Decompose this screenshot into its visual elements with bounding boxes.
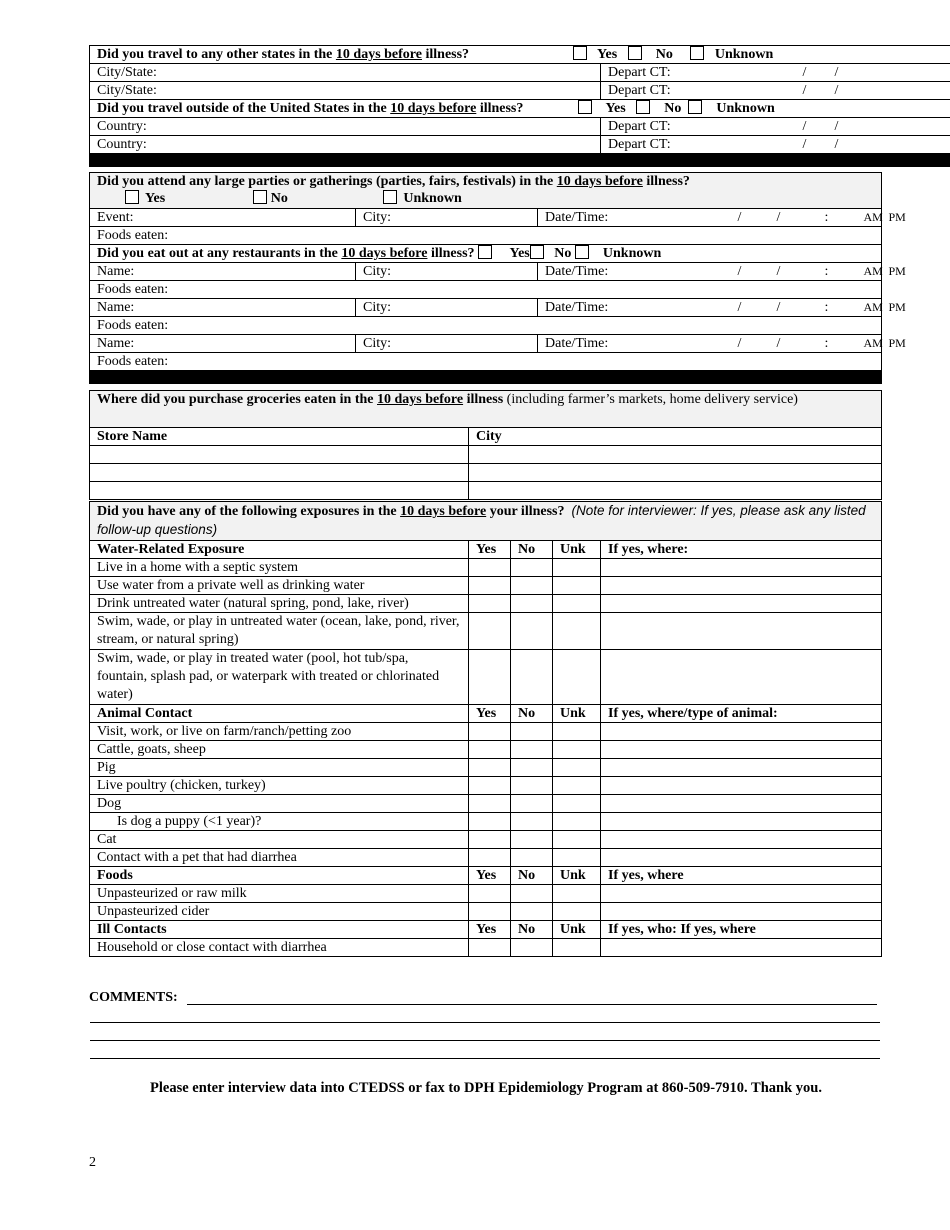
unk-cell[interactable] — [553, 559, 601, 577]
exposure-label: Is dog a puppy (<1 year)? — [90, 813, 469, 831]
unk-cell[interactable] — [553, 795, 601, 813]
city-field[interactable]: City: — [356, 299, 538, 317]
no-cell[interactable] — [511, 849, 553, 867]
unk-cell[interactable] — [553, 813, 601, 831]
travel-abroad-yes-checkbox[interactable] — [578, 100, 592, 114]
unk-cell[interactable] — [553, 903, 601, 921]
gatherings-question: Did you attend any large parties or gatherings (parties, fairs, festivals) in the 10 days before illness? Yes No Unknown — [90, 173, 882, 209]
unk-cell[interactable] — [553, 741, 601, 759]
exposure-label: Use water from a private well as drinking water — [90, 577, 469, 595]
store-city-cell[interactable] — [469, 464, 882, 482]
yes-cell[interactable] — [469, 595, 511, 613]
groceries-question: Where did you purchase groceries eaten in the 10 days before illness (including farmer’s markets, home delivery service) — [90, 391, 882, 428]
yes-cell[interactable] — [469, 813, 511, 831]
unk-cell[interactable] — [553, 650, 601, 705]
travel-abroad-unknown-checkbox[interactable] — [688, 100, 702, 114]
gatherings-table — [89, 172, 906, 384]
no-header: No — [511, 705, 553, 723]
no-cell[interactable] — [511, 559, 553, 577]
unk-cell[interactable] — [553, 723, 601, 741]
table-row — [90, 613, 882, 650]
section-divider — [90, 371, 882, 384]
section-divider — [90, 154, 950, 167]
no-cell[interactable] — [511, 939, 553, 957]
restaurants-unknown-checkbox[interactable] — [575, 245, 589, 259]
depart-ct-field[interactable]: Depart CT: / / — [601, 118, 950, 136]
where-header: If yes, where — [601, 867, 882, 885]
where-cell[interactable] — [601, 813, 882, 831]
yes-cell[interactable] — [469, 559, 511, 577]
store-name-cell[interactable] — [90, 464, 469, 482]
where-cell[interactable] — [601, 741, 882, 759]
gatherings-no-checkbox[interactable] — [253, 190, 267, 204]
no-header: No — [511, 541, 553, 559]
no-cell[interactable] — [511, 885, 553, 903]
exposure-label: Live in a home with a septic system — [90, 559, 469, 577]
yes-header: Yes — [469, 705, 511, 723]
yes-cell[interactable] — [469, 759, 511, 777]
depart-ct-field[interactable]: Depart CT: / / — [601, 64, 950, 82]
table-row — [90, 759, 882, 777]
table-row — [90, 741, 882, 759]
no-cell[interactable] — [511, 650, 553, 705]
no-cell[interactable] — [511, 613, 553, 650]
city-field[interactable]: City: — [356, 209, 538, 227]
unk-cell[interactable] — [553, 777, 601, 795]
table-row — [90, 595, 882, 613]
unk-cell[interactable] — [553, 613, 601, 650]
exposure-label: Pig — [90, 759, 469, 777]
datetime-field[interactable]: Date/Time: / / : AM PM — [538, 335, 882, 353]
table-row — [90, 795, 882, 813]
no-cell[interactable] — [511, 795, 553, 813]
city-state-field[interactable]: City/State: — [90, 64, 601, 82]
no-cell[interactable] — [511, 759, 553, 777]
depart-ct-field[interactable]: Depart CT: / / — [601, 136, 950, 154]
table-row — [90, 885, 882, 903]
where-cell[interactable] — [601, 849, 882, 867]
restaurant-name-field[interactable]: Name: — [90, 299, 356, 317]
city-field[interactable]: City: — [356, 335, 538, 353]
datetime-field[interactable]: Date/Time: / / : AM PM — [538, 209, 882, 227]
comments-line[interactable] — [187, 1004, 877, 1005]
yes-cell[interactable] — [469, 831, 511, 849]
travel-abroad-no-checkbox[interactable] — [636, 100, 650, 114]
yes-cell[interactable] — [469, 777, 511, 795]
table-row — [90, 939, 882, 957]
no-cell[interactable] — [511, 777, 553, 795]
yes-header: Yes — [469, 867, 511, 885]
no-cell[interactable] — [511, 903, 553, 921]
exposure-label: Visit, work, or live on farm/ranch/petting zoo — [90, 723, 469, 741]
foods-eaten-field[interactable]: Foods eaten: — [90, 281, 882, 299]
comments-label: COMMENTS: — [89, 990, 178, 1005]
no-cell[interactable] — [511, 723, 553, 741]
unk-cell[interactable] — [553, 577, 601, 595]
where-cell[interactable] — [601, 559, 882, 577]
yes-cell[interactable] — [469, 885, 511, 903]
yes-cell[interactable] — [469, 577, 511, 595]
where-cell[interactable] — [601, 759, 882, 777]
restaurants-yes-checkbox[interactable] — [478, 245, 492, 259]
table-row — [90, 650, 882, 705]
table-row — [90, 903, 882, 921]
datetime-field[interactable]: Date/Time: / / : AM PM — [538, 299, 882, 317]
yes-cell[interactable] — [469, 741, 511, 759]
where-cell[interactable] — [601, 795, 882, 813]
ill-contacts-header: Ill Contacts — [90, 921, 469, 939]
where-cell[interactable] — [601, 831, 882, 849]
no-header: No — [511, 867, 553, 885]
where-header: If yes, where/type of animal: — [601, 705, 882, 723]
exposure-label: Dog — [90, 795, 469, 813]
travel-states-unknown-checkbox[interactable] — [690, 46, 704, 60]
store-name-header: Store Name — [90, 428, 469, 446]
unk-cell[interactable] — [553, 939, 601, 957]
store-name-cell[interactable] — [90, 482, 469, 500]
country-field[interactable]: Country: — [90, 118, 601, 136]
store-city-cell[interactable] — [469, 482, 882, 500]
yes-cell[interactable] — [469, 849, 511, 867]
table-row — [90, 723, 882, 741]
exposure-label: Cattle, goats, sheep — [90, 741, 469, 759]
comments-line[interactable] — [90, 1058, 880, 1059]
datetime-field[interactable]: Date/Time: / / : AM PM — [538, 263, 882, 281]
water-exposure-header: Water-Related Exposure — [90, 541, 469, 559]
table-row — [90, 559, 882, 577]
no-cell[interactable] — [511, 741, 553, 759]
where-cell[interactable] — [601, 885, 882, 903]
where-cell[interactable] — [601, 903, 882, 921]
where-header: If yes, who: If yes, where — [601, 921, 882, 939]
store-city-cell[interactable] — [469, 446, 882, 464]
restaurant-name-field[interactable]: Name: — [90, 335, 356, 353]
restaurants-question: Did you eat out at any restaurants in the 10 days before illness? Yes No Unknown — [90, 245, 882, 263]
travel-abroad-question: Did you travel outside of the United States in the 10 days before illness? Yes No Unknown — [90, 100, 950, 118]
no-cell[interactable] — [511, 813, 553, 831]
where-cell[interactable] — [601, 777, 882, 795]
exposure-label: Contact with a pet that had diarrhea — [90, 849, 469, 867]
comments-line[interactable] — [90, 1022, 880, 1023]
exposure-label: Swim, wade, or play in treated water (pool, hot tub/spa, fountain, splash pad, or waterpark with treated or chlorinated water) — [90, 650, 469, 705]
exposures-table — [89, 501, 882, 957]
travel-table — [89, 45, 950, 167]
table-row — [90, 813, 882, 831]
city-field[interactable]: City: — [356, 263, 538, 281]
foods-eaten-field[interactable]: Foods eaten: — [90, 317, 882, 335]
exposure-label: Drink untreated water (natural spring, pond, lake, river) — [90, 595, 469, 613]
where-cell[interactable] — [601, 577, 882, 595]
table-row — [90, 577, 882, 595]
unk-cell[interactable] — [553, 885, 601, 903]
where-cell[interactable] — [601, 723, 882, 741]
no-cell[interactable] — [511, 577, 553, 595]
groceries-table — [89, 390, 882, 500]
event-field[interactable]: Event: — [90, 209, 356, 227]
footer-instructions: Please enter interview data into CTEDSS or fax to DPH Epidemiology Program at 860-509-7910. Thank you. — [150, 1080, 822, 1096]
exposure-label: Cat — [90, 831, 469, 849]
unk-cell[interactable] — [553, 831, 601, 849]
yes-cell[interactable] — [469, 903, 511, 921]
table-row — [90, 849, 882, 867]
unk-cell[interactable] — [553, 759, 601, 777]
foods-header: Foods — [90, 867, 469, 885]
where-cell[interactable] — [601, 613, 882, 650]
store-name-cell[interactable] — [90, 446, 469, 464]
where-cell[interactable] — [601, 595, 882, 613]
gatherings-unknown-checkbox[interactable] — [383, 190, 397, 204]
no-header: No — [511, 921, 553, 939]
country-field[interactable]: Country: — [90, 136, 601, 154]
travel-states-no-checkbox[interactable] — [628, 46, 642, 60]
unk-header: Unk — [553, 541, 601, 559]
depart-ct-field[interactable]: Depart CT: / / — [601, 82, 950, 100]
restaurants-no-checkbox[interactable] — [530, 245, 544, 259]
unk-header: Unk — [553, 705, 601, 723]
where-header: If yes, where: — [601, 541, 882, 559]
unk-header: Unk — [553, 867, 601, 885]
foods-eaten-field[interactable]: Foods eaten: — [90, 227, 882, 245]
foods-eaten-field[interactable]: Foods eaten: — [90, 353, 882, 371]
table-row — [90, 777, 882, 795]
exposure-label: Unpasteurized or raw milk — [90, 885, 469, 903]
unk-cell[interactable] — [553, 595, 601, 613]
yes-cell[interactable] — [469, 723, 511, 741]
page-number: 2 — [89, 1155, 96, 1170]
yes-cell[interactable] — [469, 650, 511, 705]
exposures-question: Did you have any of the following exposures in the 10 days before your illness? (Note for interviewer: If yes, please ask any listed follow-up questions) — [90, 502, 882, 541]
comments-line[interactable] — [90, 1040, 880, 1041]
exposure-label: Household or close contact with diarrhea — [90, 939, 469, 957]
yes-cell[interactable] — [469, 795, 511, 813]
exposure-label: Swim, wade, or play in untreated water (ocean, lake, pond, river, stream, or natural spring) — [90, 613, 469, 650]
where-cell[interactable] — [601, 650, 882, 705]
animal-contact-header: Animal Contact — [90, 705, 469, 723]
travel-states-question: Did you travel to any other states in the 10 days before illness? Yes No Unknown — [90, 46, 950, 64]
restaurant-name-field[interactable]: Name: — [90, 263, 356, 281]
exposure-label: Unpasteurized cider — [90, 903, 469, 921]
travel-states-yes-checkbox[interactable] — [573, 46, 587, 60]
yes-cell[interactable] — [469, 939, 511, 957]
unk-cell[interactable] — [553, 849, 601, 867]
yes-cell[interactable] — [469, 613, 511, 650]
no-cell[interactable] — [511, 595, 553, 613]
unk-header: Unk — [553, 921, 601, 939]
city-header: City — [469, 428, 882, 446]
where-cell[interactable] — [601, 939, 882, 957]
yes-header: Yes — [469, 541, 511, 559]
table-row — [90, 831, 882, 849]
exposure-label: Live poultry (chicken, turkey) — [90, 777, 469, 795]
city-state-field[interactable]: City/State: — [90, 82, 601, 100]
yes-header: Yes — [469, 921, 511, 939]
no-cell[interactable] — [511, 831, 553, 849]
gatherings-yes-checkbox[interactable] — [125, 190, 139, 204]
